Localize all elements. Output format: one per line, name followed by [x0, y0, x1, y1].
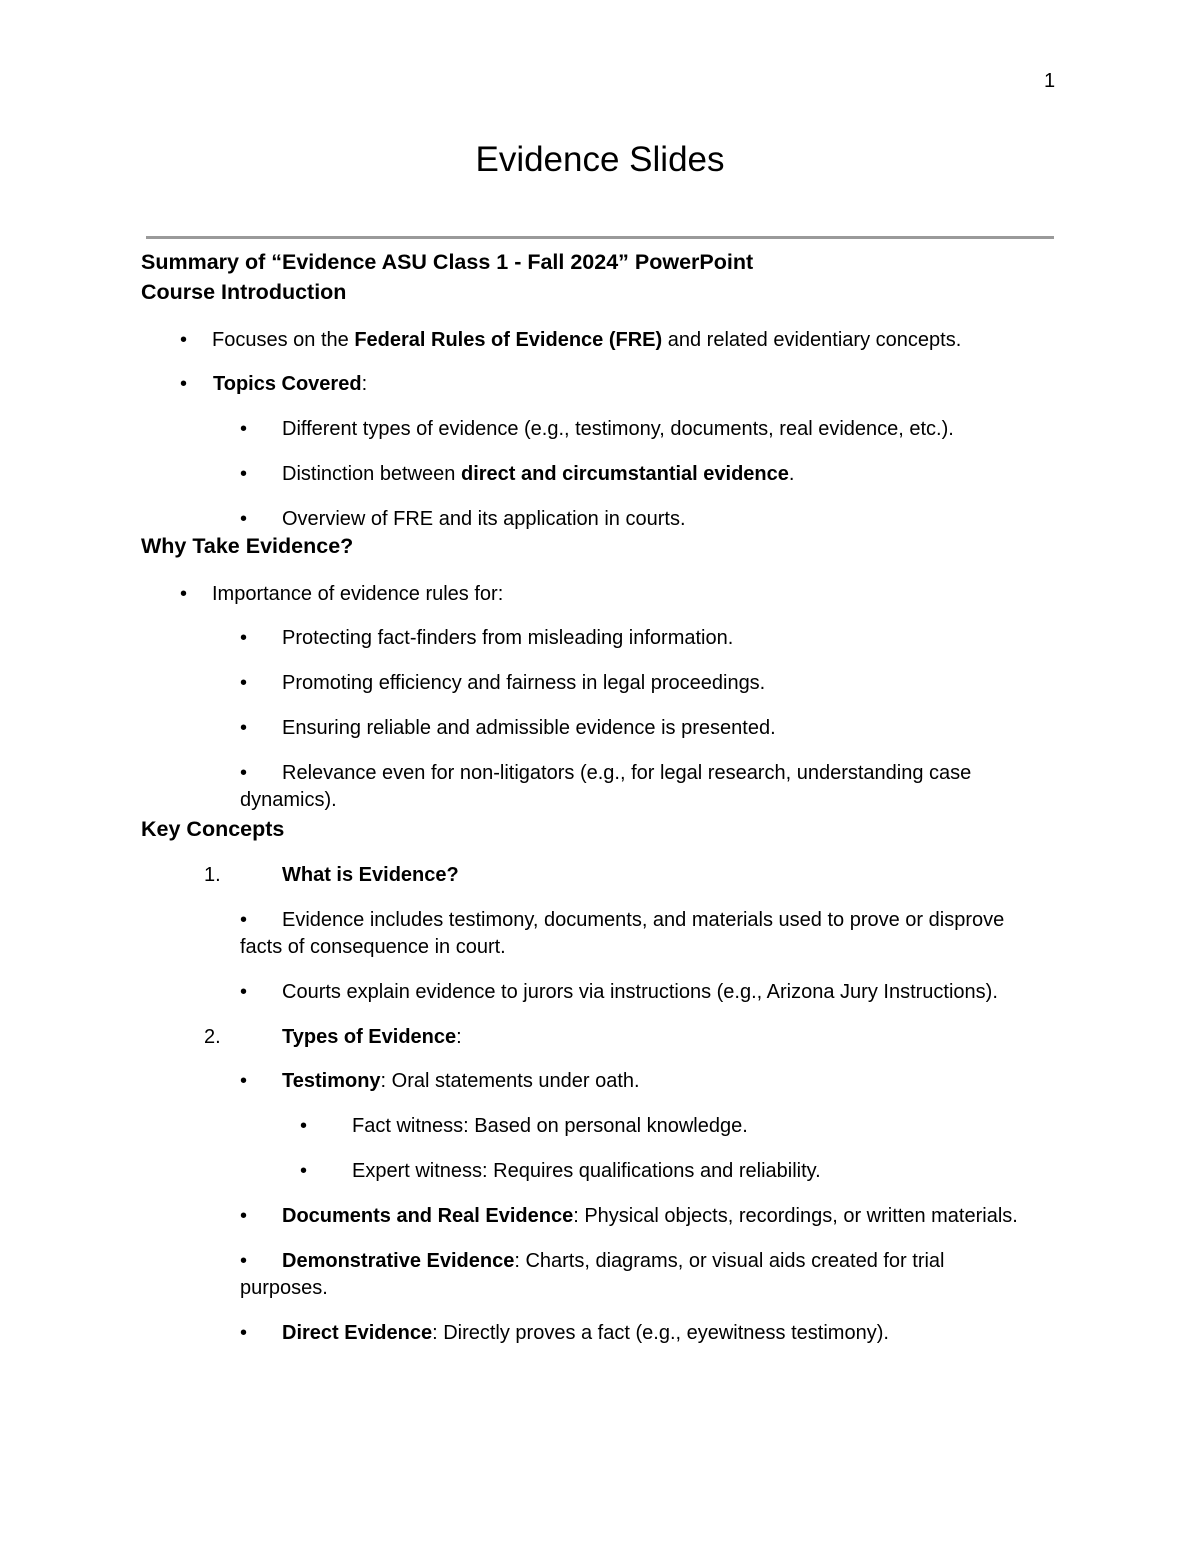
- list-item: Documents and Real Evidence: Physical objects, recordings, or written materials.: [282, 1205, 1018, 1227]
- bullet-marker: •: [240, 1250, 248, 1272]
- numbered-item-title: What is Evidence?: [282, 864, 459, 886]
- section-heading-why-take-evidence: Why Take Evidence?: [141, 534, 354, 558]
- list-item: Testimony: Oral statements under oath.: [282, 1070, 640, 1092]
- bullet-marker: •: [240, 717, 248, 739]
- list-item: Distinction between direct and circumstantial evidence.: [282, 463, 795, 485]
- list-item-continuation: dynamics).: [240, 789, 337, 811]
- list-item-continuation: facts of consequence in court.: [240, 936, 506, 958]
- bullet-marker: •: [180, 583, 188, 605]
- list-item: Evidence includes testimony, documents, and materials used to prove or disprove: [282, 909, 1005, 931]
- list-item: Expert witness: Requires qualifications and reliability.: [352, 1160, 821, 1182]
- bullet-marker: •: [240, 508, 248, 530]
- list-item: Ensuring reliable and admissible evidence is presented.: [282, 717, 776, 739]
- list-item: Focuses on the Federal Rules of Evidence (FRE) and related evidentiary concepts.: [212, 329, 962, 351]
- bullet-marker: •: [240, 627, 248, 649]
- list-item: Direct Evidence: Directly proves a fact (e.g., eyewitness testimony).: [282, 1322, 889, 1344]
- list-item: Importance of evidence rules for:: [212, 583, 504, 605]
- title-divider: [146, 236, 1054, 239]
- list-item: Demonstrative Evidence: Charts, diagrams, or visual aids created for trial: [282, 1250, 945, 1272]
- bullet-marker: •: [300, 1160, 308, 1182]
- numbered-marker: 1.: [204, 864, 221, 886]
- page-number: 1: [1044, 70, 1056, 92]
- numbered-item-title: Types of Evidence:: [282, 1026, 462, 1048]
- numbered-marker: 2.: [204, 1026, 221, 1048]
- bullet-marker: •: [180, 329, 188, 351]
- list-item: Courts explain evidence to jurors via instructions (e.g., Arizona Jury Instructions).: [282, 981, 998, 1003]
- bullet-marker: •: [240, 418, 248, 440]
- bullet-marker: •: [240, 909, 248, 931]
- list-item-continuation: purposes.: [240, 1277, 328, 1299]
- bullet-marker: •: [240, 1322, 248, 1344]
- bullet-marker: •: [300, 1115, 308, 1137]
- summary-heading: Summary of “Evidence ASU Class 1 - Fall 2024” PowerPoint: [141, 250, 754, 274]
- bullet-marker: •: [240, 1070, 248, 1092]
- section-heading-course-introduction: Course Introduction: [141, 280, 347, 304]
- list-item: Protecting fact-finders from misleading information.: [282, 627, 734, 649]
- list-item: Overview of FRE and its application in courts.: [282, 508, 686, 530]
- bullet-marker: •: [180, 373, 188, 395]
- bullet-marker: •: [240, 762, 248, 784]
- list-item: Topics Covered:: [213, 373, 368, 395]
- bullet-marker: •: [240, 672, 248, 694]
- bullet-marker: •: [240, 981, 248, 1003]
- bullet-marker: •: [240, 1205, 248, 1227]
- list-item: Relevance even for non-litigators (e.g., for legal research, understanding case: [282, 762, 972, 784]
- list-item: Fact witness: Based on personal knowledge.: [352, 1115, 748, 1137]
- list-item: Different types of evidence (e.g., testimony, documents, real evidence, etc.).: [282, 418, 954, 440]
- list-item: Promoting efficiency and fairness in legal proceedings.: [282, 672, 766, 694]
- section-heading-key-concepts: Key Concepts: [141, 817, 285, 841]
- document-title: Evidence Slides: [475, 140, 725, 179]
- bullet-marker: •: [240, 463, 248, 485]
